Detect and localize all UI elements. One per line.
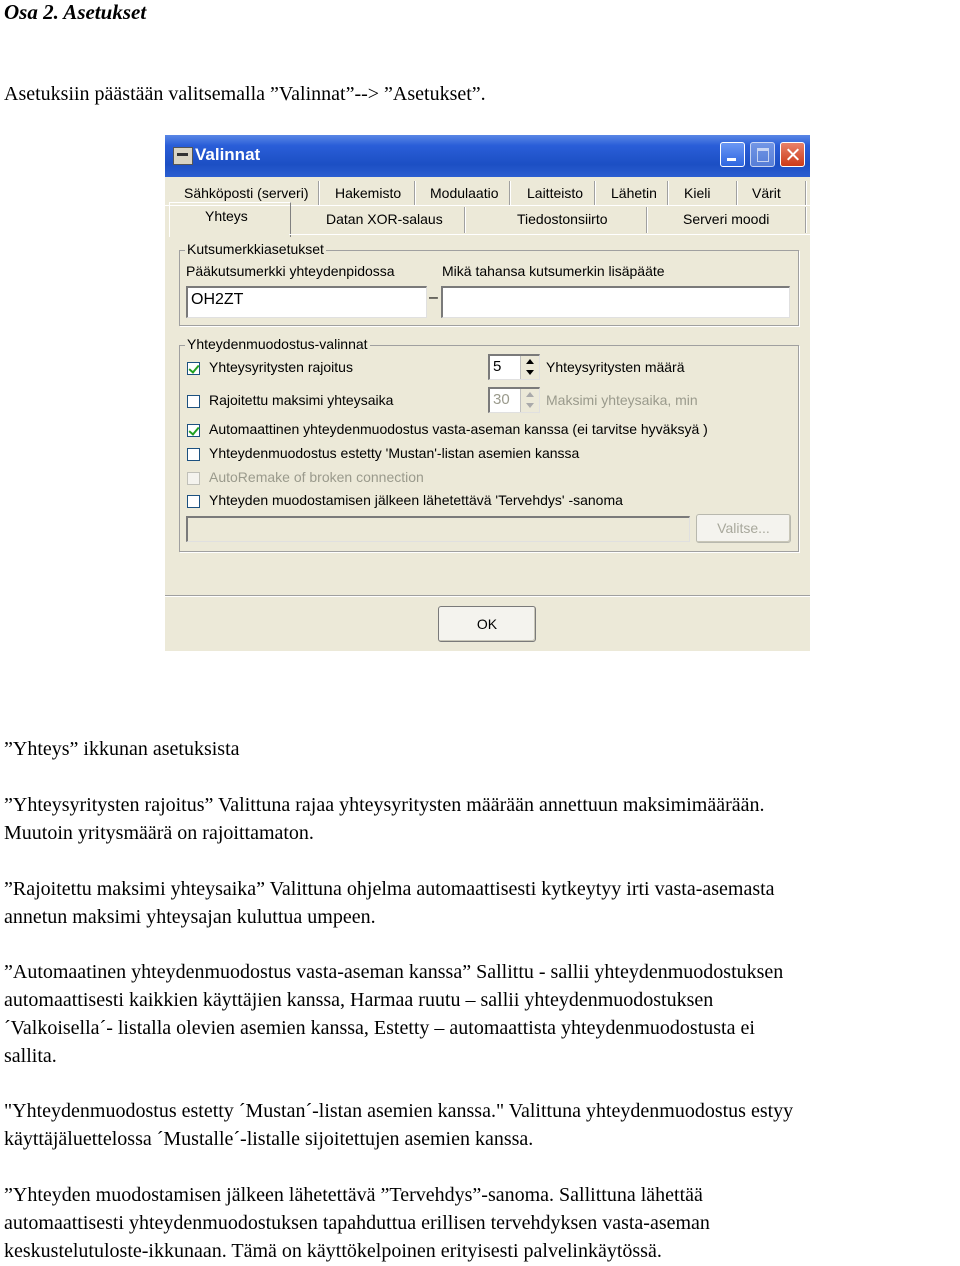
tab-hardware[interactable]: Laitteisto (527, 185, 584, 201)
suffix-label: Mikä tahansa kutsumerkin lisäpääte (442, 263, 665, 279)
paragraph-line: ”Automaatinen yhteydenmuodostus vasta-aseman kanssa” Sallittu - sallii yhteydenmuodostuksen (4, 961, 784, 983)
minimize-icon[interactable] (720, 142, 745, 167)
paragraph-title: ”Yhteys” ikkunan asetuksista (4, 738, 240, 760)
greeting-input[interactable] (186, 516, 690, 542)
close-icon[interactable] (780, 142, 805, 167)
ok-button[interactable]: OK (438, 606, 536, 642)
tab-file-transfer[interactable]: Tiedostonsiirto (517, 211, 608, 227)
auto-connect-checkbox[interactable] (187, 424, 200, 437)
attempts-count-spinner[interactable] (488, 354, 540, 380)
tab-colors[interactable]: Värit (752, 185, 781, 201)
tab-language[interactable]: Kieli (684, 185, 711, 201)
paragraph-line: Muutoin yritysmäärä on rajoittamaton. (4, 822, 314, 844)
attempts-limit-checkbox[interactable] (187, 362, 200, 375)
dialog-separator (165, 595, 810, 596)
callsign-group-label: Kutsumerkkiasetukset (187, 241, 324, 257)
max-time-label: Maksimi yhteysaika, min (546, 392, 698, 408)
connection-group-label: Yhteydenmuodostus-valinnat (187, 336, 368, 352)
paragraph-line: ´Valkoisella´- listalla olevien asemien kanssa, Estetty – automaattista yhteydenmuodostusta ei (4, 1017, 755, 1039)
send-greeting-label: Yhteyden muodostamisen jälkeen lähetettävä 'Tervehdys' -sanoma (209, 492, 623, 508)
send-greeting-checkbox[interactable] (187, 495, 200, 508)
spinner-arrows-icon[interactable] (520, 356, 539, 379)
max-time-value: 30 (493, 391, 510, 408)
paragraph-line: "Yhteydenmuodostus estetty ´Mustan´-listan asemien kanssa." Valittuna yhteydenmuodostus estyy (4, 1100, 794, 1122)
attempts-count-value: 5 (493, 358, 502, 375)
auto-remake-checkbox[interactable] (187, 472, 200, 485)
black-list-checkbox[interactable] (187, 448, 200, 461)
options-dialog (165, 135, 810, 651)
limited-time-checkbox[interactable] (187, 395, 200, 408)
callsign-dash: – (429, 289, 438, 306)
tab-modulation[interactable]: Modulaatio (430, 185, 499, 201)
paragraph-line: ”Yhteyden muodostamisen jälkeen lähetettävä ”Tervehdys”-sanoma. Sallittuna lähettää (4, 1184, 703, 1206)
paragraph-line: käyttäjäluettelossa ´Mustalle´-listalle sijoitettujen asemien kanssa. (4, 1128, 534, 1150)
tab-transmitter[interactable]: Lähetin (611, 185, 657, 201)
attempts-count-label: Yhteysyritysten määrä (546, 359, 685, 375)
paragraph-line: automaattisesti kaikkien käyttäjien kanssa, Harmaa ruutu – sallii yhteydenmuodostuksen (4, 989, 714, 1011)
attempts-limit-label: Yhteysyritysten rajoitus (209, 359, 353, 375)
auto-connect-label: Automaattinen yhteydenmuodostus vasta-aseman kanssa (ei tarvitse hyväksyä ) (209, 421, 708, 437)
dialog-title: Valinnat (195, 145, 261, 164)
auto-remake-label: AutoRemake of broken connection (209, 469, 424, 485)
tab-connection[interactable]: Yhteys (205, 208, 248, 224)
max-time-spinner[interactable] (488, 387, 540, 413)
paragraph-line: ”Yhteysyritysten rajoitus” Valittuna rajaa yhteysyritysten määrään annettuun maksimimäärään. (4, 794, 765, 816)
paragraph-line: sallita. (4, 1045, 57, 1067)
paragraph-line: automaattisesti yhteydenmuodostuksen tapahduttua erillisen tervehdyksen vasta-aseman (4, 1212, 710, 1234)
paragraph-line: annetun maksimi yhteysajan kuluttua umpeen. (4, 906, 376, 928)
dialog-titlebar (165, 135, 810, 177)
tab-directory[interactable]: Hakemisto (335, 185, 402, 201)
callsign-input[interactable]: OH2ZT (186, 286, 427, 318)
suffix-input[interactable] (441, 286, 790, 318)
tab-server-mode[interactable]: Serveri moodi (683, 211, 770, 227)
maximize-icon (750, 142, 775, 167)
app-icon (173, 147, 193, 165)
limited-time-label: Rajoitettu maksimi yhteysaika (209, 392, 394, 408)
paragraph-line: keskustelutuloste-ikkunaan. Tämä on käyttökelpoinen erityisesti palvelinkäytössä. (4, 1240, 662, 1262)
intro-text: Asetuksiin päästään valitsemalla ”Valinnat”--> ”Asetukset”. (4, 83, 486, 105)
section-heading: Osa 2. Asetukset (4, 0, 147, 24)
tab-xor-encryption[interactable]: Datan XOR-salaus (326, 211, 443, 227)
tab-email-server[interactable]: Sähköposti (serveri) (184, 185, 309, 201)
spinner-arrows-icon[interactable] (520, 389, 539, 412)
black-list-label: Yhteydenmuodostus estetty 'Mustan'-listan asemien kanssa (209, 445, 580, 461)
select-button[interactable]: Valitse... (696, 514, 791, 543)
main-callsign-label: Pääkutsumerkki yhteydenpidossa (186, 263, 395, 279)
paragraph-line: ”Rajoitettu maksimi yhteysaika” Valittuna ohjelma automaattisesti kytkeytyy irti vasta-asemasta (4, 878, 775, 900)
